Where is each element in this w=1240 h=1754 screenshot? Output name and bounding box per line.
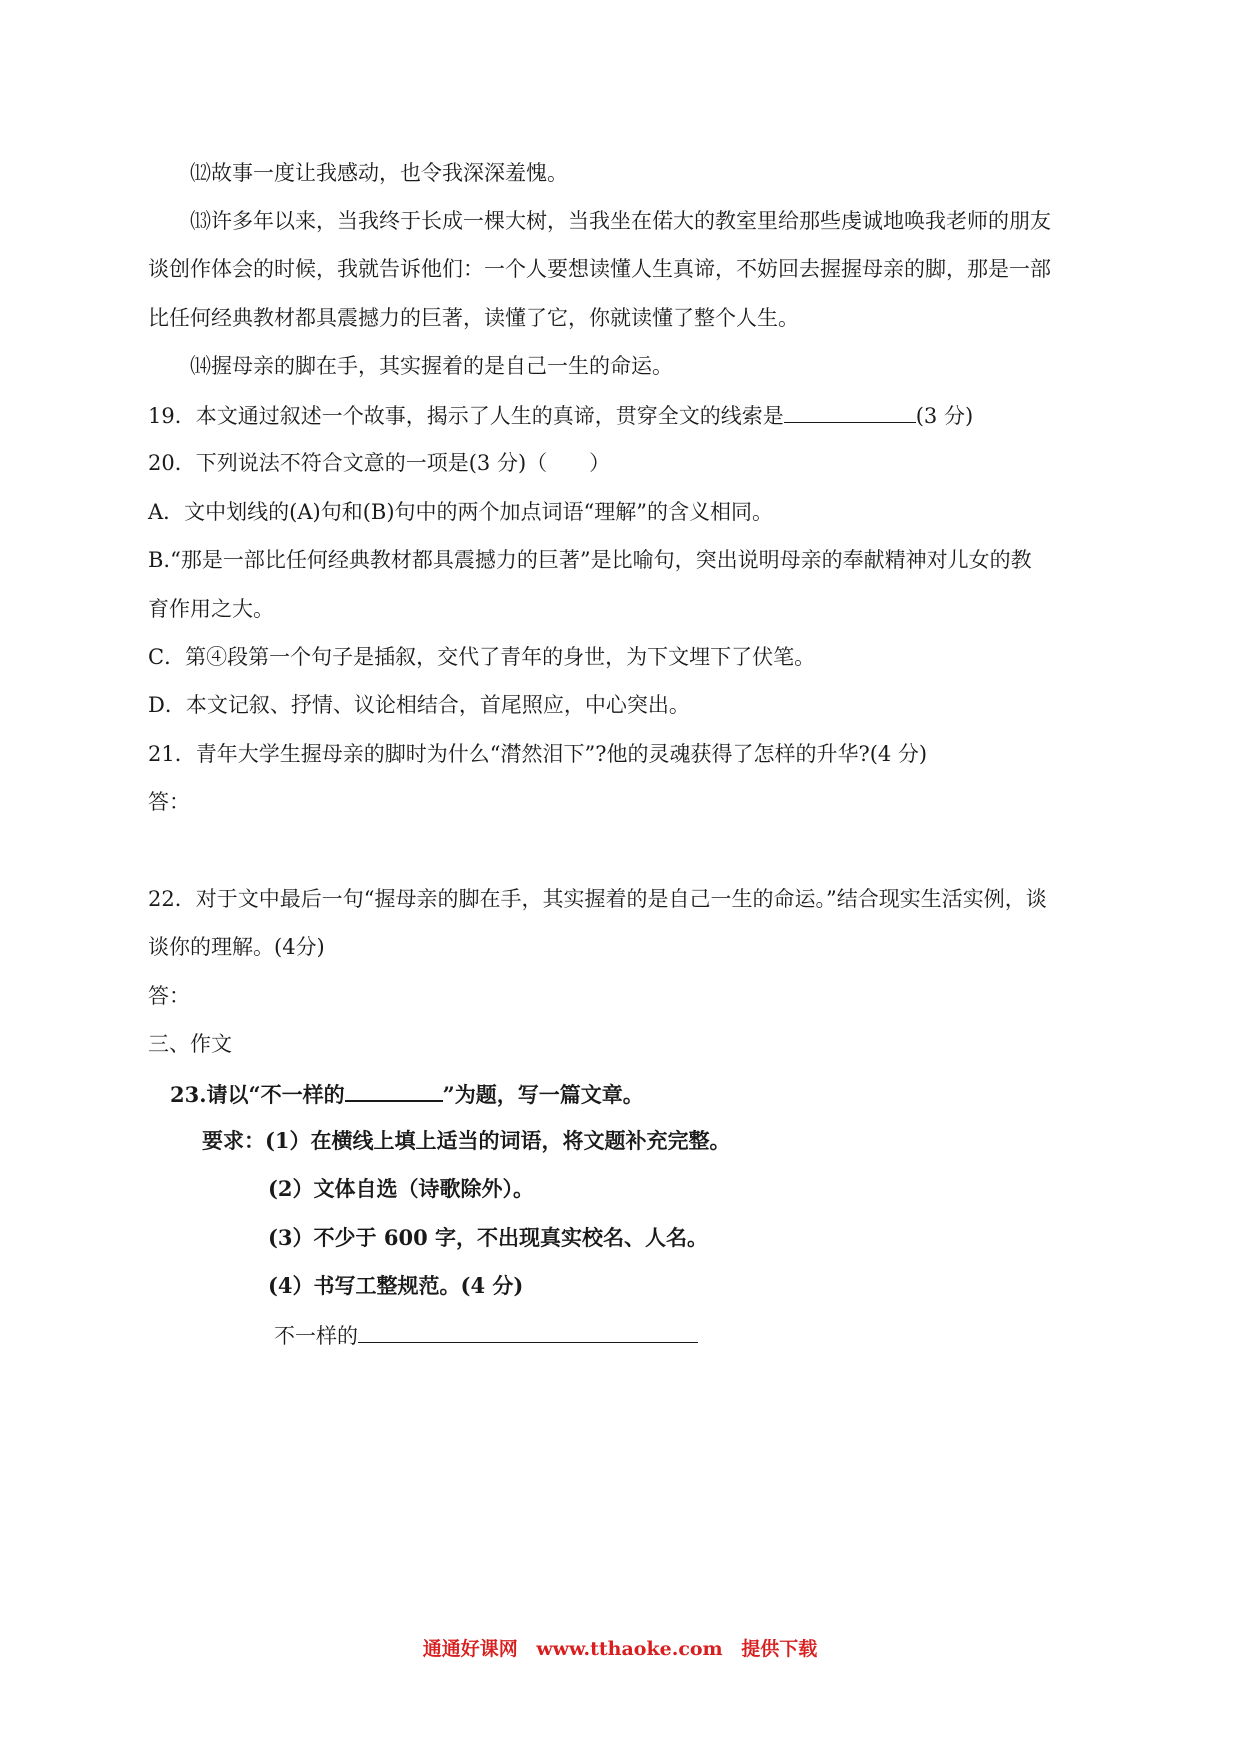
question-20-option-a: A．文中划线的(A)句和(B)句中的两个加点词语“理解”的含义相同。 [148,500,774,524]
question-23-prefix: 23.请以“不一样的 [170,1082,345,1107]
composition-title-blank[interactable] [358,1320,698,1343]
question-19-score: (3 分) [915,404,974,428]
footer-site-name: 通通好课网 [422,1638,518,1660]
paragraph-13-line-1: ⒀许多年以来，当我终于长成一棵大树，当我坐在偌大的教室里给那些虔诚地唤我老师的朋友 [190,209,1051,233]
question-20: 20．下列说法不符合文意的一项是(3 分)（ ） [148,451,611,475]
question-20-option-b-line-1: B.“那是一部比任何经典教材都具震撼力的巨著”是比喻句，突出说明母亲的奉献精神对儿女的教 [148,548,1032,572]
footer-suffix: 提供下载 [741,1638,818,1660]
question-22-line-1: 22．对于文中最后一句“握母亲的脚在手，其实握着的是自己一生的命运。”结合现实生活实例，谈 [148,887,1047,911]
section-title-composition: 三、作文 [148,1032,232,1056]
question-23 [170,1078,644,1110]
paragraph-12: ⑿故事一度让我感动，也令我深深羞愧。 [190,161,568,185]
question-23-suffix: ”为题，写一篇文章。 [442,1082,644,1107]
question-23-title-blank[interactable] [345,1078,443,1102]
footer-watermark [0,1634,1240,1661]
question-19-text: 19．本文通过叙述一个故事，揭示了人生的真谛，贯穿全文的线索是 [148,404,784,428]
requirement-1: 要求：(1）在横线上填上适当的词语，将文题补充完整。 [202,1128,731,1153]
question-20-option-c: C．第④段第一个句子是插叙，交代了青年的身世，为下文埋下了伏笔。 [148,645,816,669]
paragraph-14: ⒁握母亲的脚在手，其实握着的是自己一生的命运。 [190,354,673,378]
question-21-answer-label: 答： [148,790,190,814]
requirement-3: (3）不少于 600 字，不出现真实校名、人名。 [268,1225,709,1250]
question-19 [148,400,973,431]
question-21: 21．青年大学生握母亲的脚时为什么“潸然泪下”?他的灵魂获得了怎样的升华?(4 分) [148,742,928,766]
paragraph-13-line-2: 谈创作体会的时候，我就告诉他们：一个人要想读懂人生真谛，不妨回去握握母亲的脚，那是一部 [148,257,1051,281]
question-22-answer-label: 答： [148,984,190,1008]
question-20-option-d: D．本文记叙、抒情、议论相结合，首尾照应，中心突出。 [148,693,690,717]
requirement-2: (2）文体自选（诗歌除外）。 [268,1176,535,1201]
question-19-answer-blank[interactable] [784,400,916,423]
question-20-option-b-line-2: 育作用之大。 [148,597,274,621]
requirement-4: (4）书写工整规范。(4 分) [268,1273,524,1298]
paragraph-13-line-3: 比任何经典教材都具震撼力的巨著，读懂了它，你就读懂了整个人生。 [148,306,799,330]
composition-title-line [274,1320,698,1351]
question-22-line-2: 谈你的理解。(4分) [148,935,325,959]
footer-url[interactable]: www.tthaoke.com [536,1638,723,1660]
composition-title-prefix: 不一样的 [274,1324,358,1348]
